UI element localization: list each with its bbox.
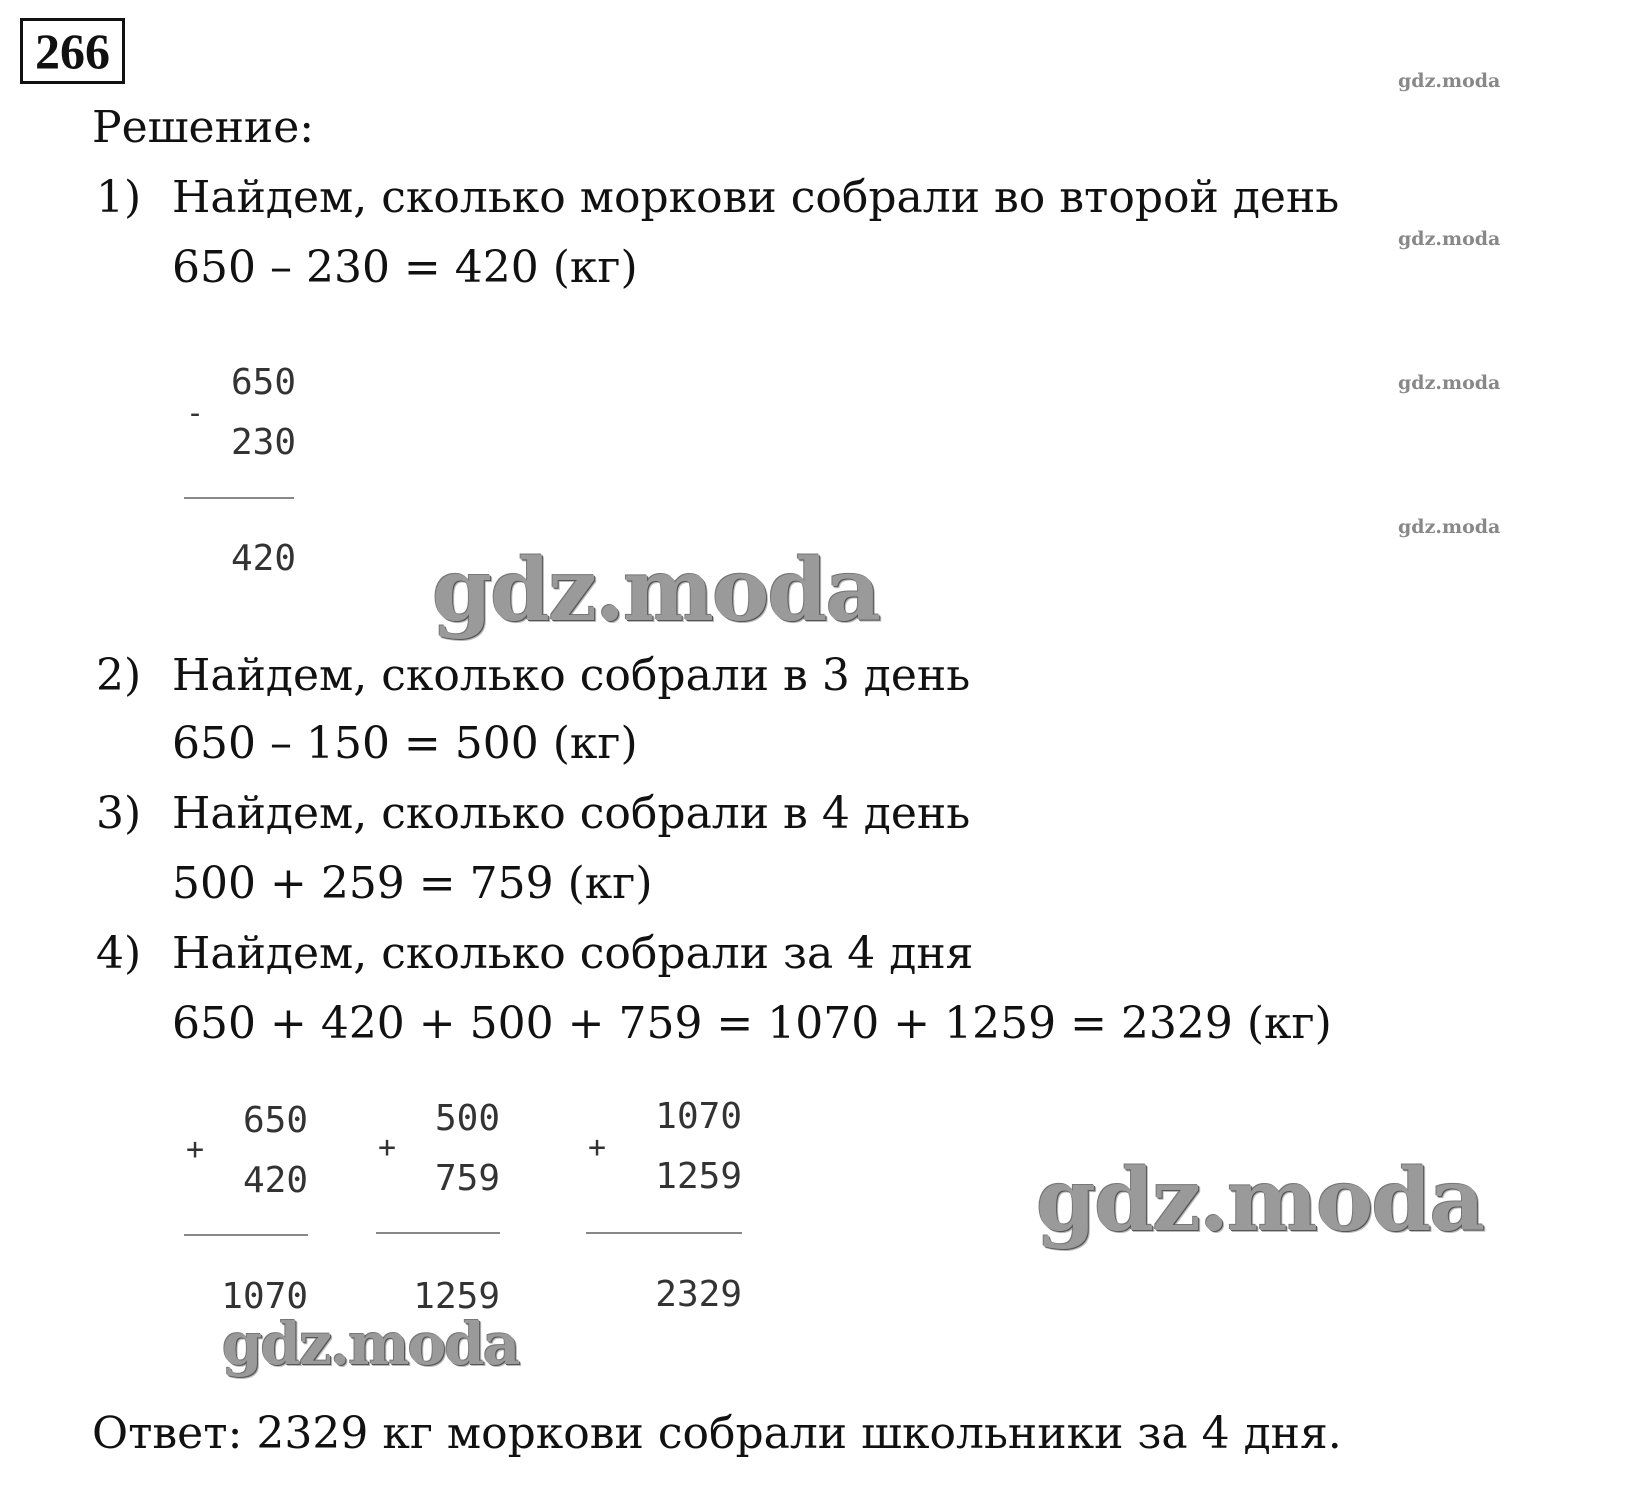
column-result: 420 — [230, 538, 296, 579]
column-rule — [184, 497, 294, 499]
step-text: Найдем, сколько собрали в 4 день — [172, 788, 971, 839]
step-calculation: 500 + 259 = 759 (кг) — [172, 858, 653, 909]
column-rule — [586, 1232, 742, 1234]
step-number: 1) — [96, 172, 142, 223]
column-bottom: 1259 — [655, 1156, 742, 1197]
column-top: 650 — [230, 362, 296, 403]
plus-sign: + — [186, 1132, 205, 1167]
step-calculation: 650 + 420 + 500 + 759 = 1070 + 1259 = 2329 (кг) — [172, 998, 1332, 1049]
column-bottom: 230 — [230, 422, 296, 463]
watermark: gdz.moda — [1398, 516, 1501, 538]
watermark-large: gdz.moda — [222, 1310, 519, 1378]
plus-sign: + — [588, 1130, 607, 1165]
step-calculation: 650 – 150 = 500 (кг) — [172, 718, 638, 769]
step-calculation: 650 – 230 = 420 (кг) — [172, 242, 638, 293]
column-result: 1070 — [221, 1276, 308, 1317]
watermark: gdz.moda — [1398, 372, 1501, 394]
column-top: 650 — [242, 1100, 308, 1141]
step-number: 4) — [96, 928, 142, 979]
watermark-large: gdz.moda — [1036, 1150, 1484, 1251]
column-rule — [184, 1234, 308, 1236]
plus-sign: + — [378, 1130, 397, 1165]
column-result: 2329 — [655, 1274, 742, 1315]
step-number: 2) — [96, 650, 142, 701]
step-text: Найдем, сколько собрали в 3 день — [172, 650, 971, 701]
step-text: Найдем, сколько собрали за 4 дня — [172, 928, 974, 979]
column-top: 1070 — [655, 1096, 742, 1137]
column-rule — [376, 1232, 500, 1234]
task-number: 266 — [20, 18, 125, 84]
answer: Ответ: 2329 кг моркови собрали школьники за 4 дня. — [92, 1408, 1342, 1459]
watermark: gdz.moda — [1398, 70, 1501, 92]
watermark-large: gdz.moda — [432, 540, 880, 641]
solution-heading: Решение: — [92, 102, 315, 153]
column-result: 1259 — [413, 1276, 500, 1317]
column-bottom: 759 — [434, 1158, 500, 1199]
step-text: Найдем, сколько моркови собрали во второй день — [172, 172, 1340, 223]
column-top: 500 — [434, 1098, 500, 1139]
step-number: 3) — [96, 788, 142, 839]
watermark: gdz.moda — [1398, 228, 1501, 250]
column-bottom: 420 — [242, 1160, 308, 1201]
minus-sign: - — [186, 396, 205, 431]
